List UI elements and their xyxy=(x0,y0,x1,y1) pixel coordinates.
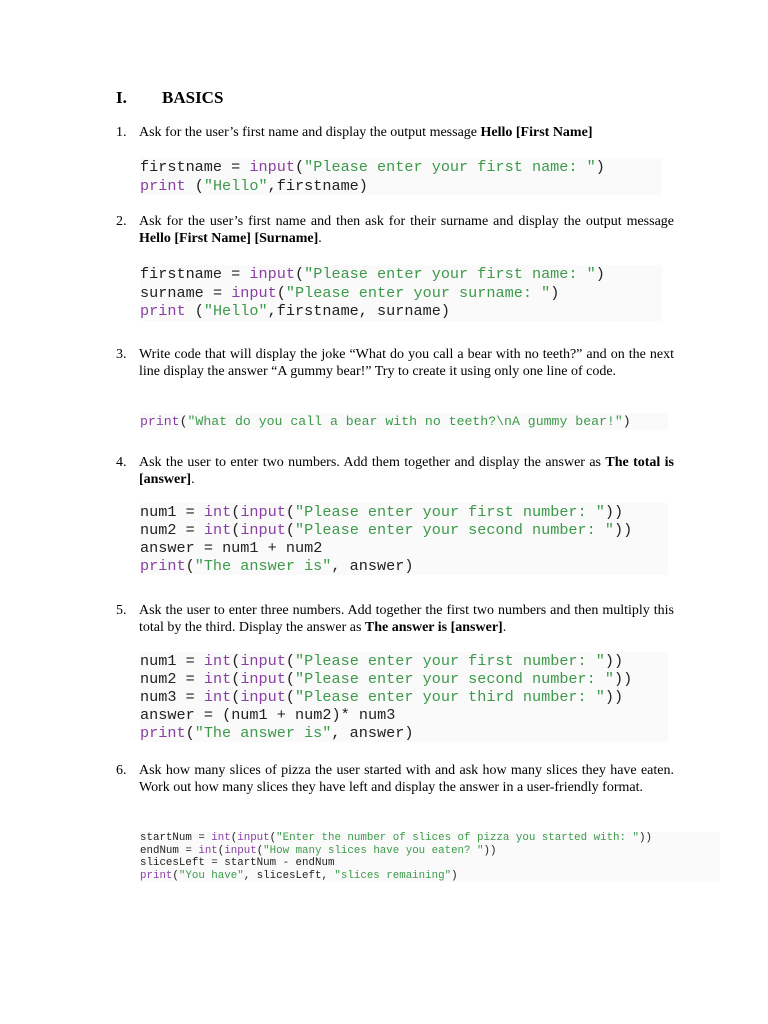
code-block-1 xyxy=(140,158,662,195)
code-line: num1 = int(input("Please enter your first number: ")) xyxy=(140,503,624,521)
section-number: I. xyxy=(116,88,127,107)
output-message: The answer is [answer] xyxy=(364,620,503,635)
exercise-number: 5. xyxy=(116,603,127,618)
code-line: firstname = input("Please enter your first name: ") xyxy=(140,265,605,283)
code-line: slicesLeft = startNum - endNum xyxy=(140,857,335,869)
code-line: print ("Hello",firstname, surname) xyxy=(140,302,450,320)
code-line: num2 = int(input("Please enter your second number: ")) xyxy=(140,670,633,688)
code-line: answer = num1 + num2 xyxy=(140,539,323,557)
code-line: num2 = int(input("Please enter your second number: ")) xyxy=(140,521,633,539)
exercise-4 xyxy=(116,454,674,488)
code-block-5 xyxy=(140,652,668,742)
exercise-number: 4. xyxy=(116,455,127,470)
code-line: endNum = int(input("How many slices have you eaten? ")) xyxy=(140,844,497,857)
code-line: print("What do you call a bear with no teeth?\nA gummy bear!") xyxy=(140,414,631,429)
section-title: BASICS xyxy=(162,88,224,107)
code-block-4 xyxy=(140,503,668,575)
exercise-number: 2. xyxy=(116,214,127,229)
exercise-text: Ask the user to enter two numbers. Add them together and display the answer as The total is [answer]. xyxy=(139,455,675,487)
exercise-1 xyxy=(116,124,674,141)
exercise-text: Ask how many slices of pizza the user started with and ask how many slices they have eaten. Work out how many slices they have left and display the answer in a user-friendly format. xyxy=(139,763,674,795)
exercise-3 xyxy=(116,346,674,380)
exercise-number: 1. xyxy=(116,125,127,140)
code-line: answer = (num1 + num2)* num3 xyxy=(140,706,396,724)
code-line: startNum = int(input("Enter the number of slices of pizza you started with: ")) xyxy=(140,832,652,844)
exercise-text: Ask for the user’s first name and display the output message Hello [First Name] xyxy=(139,125,593,140)
code-block-6 xyxy=(140,832,720,882)
code-line: print ("Hello",firstname) xyxy=(140,176,368,195)
exercise-number: 6. xyxy=(116,763,127,778)
code-block-3 xyxy=(140,413,668,430)
exercise-text: Ask for the user’s first name and then ask for their surname and display the output message Hello [First Name] [Surname]. xyxy=(139,214,674,246)
code-line: firstname = input("Please enter your first name: ") xyxy=(140,158,605,176)
exercise-2 xyxy=(116,213,674,247)
exercise-5 xyxy=(116,602,674,636)
code-line: num1 = int(input("Please enter your first number: ")) xyxy=(140,652,624,670)
code-line: surname = input("Please enter your surname: ") xyxy=(140,283,560,302)
code-line: print("The answer is", answer) xyxy=(140,724,414,742)
output-message: The total is [answer] xyxy=(139,455,675,487)
exercise-text: Ask the user to enter three numbers. Add together the first two numbers and then multiply this total by the third. Display the answer as The answer is [answer]. xyxy=(139,603,674,635)
code-line: print("The answer is", answer) xyxy=(140,557,414,575)
section-heading xyxy=(116,88,223,108)
output-message: Hello [First Name] [Surname] xyxy=(139,231,319,246)
exercise-number: 3. xyxy=(116,347,127,362)
code-block-2 xyxy=(140,265,662,321)
code-line: print("You have", slicesLeft, "slices remaining") xyxy=(140,869,458,882)
exercise-6 xyxy=(116,762,674,796)
output-message: Hello [First Name] xyxy=(480,125,593,140)
exercise-text: Write code that will display the joke “What do you call a bear with no teeth?” and on the next line display the answer “A gummy bear!” Try to create it using only one line of code. xyxy=(139,347,674,379)
code-line: num3 = int(input("Please enter your third number: ")) xyxy=(140,688,624,706)
